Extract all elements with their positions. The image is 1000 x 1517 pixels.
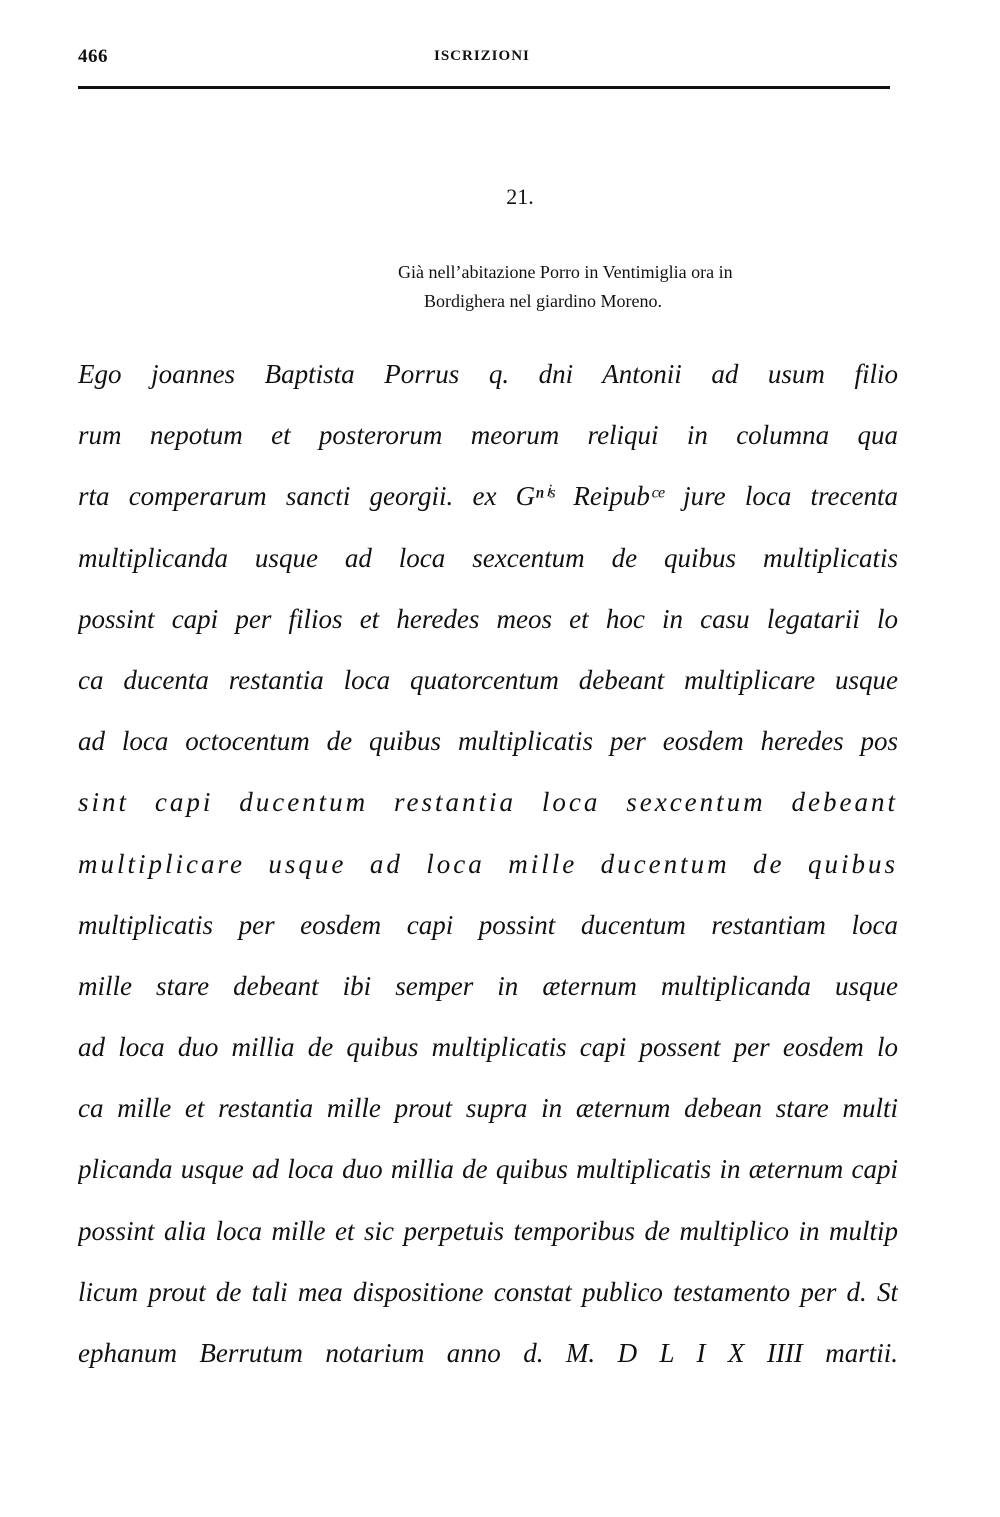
inscription-line: ephanum Berrutum notarium anno d. M. D L I X IIII martii. — [78, 1338, 898, 1368]
inscription-line: multiplicatis per eosdem capi possint ducentum restantiam loca — [78, 909, 898, 940]
page-number: 466 — [78, 46, 108, 67]
inscription-number: 21. — [506, 184, 534, 209]
inscription-line: sint capi ducentum restantia loca sexcentum debeant — [78, 787, 898, 818]
inscription-line: multiplicanda usque ad loca sexcentum de quibus multiplicatis — [78, 542, 898, 573]
provenance-line: Già nell’abitazione Porro in Ventimiglia ora in — [398, 262, 733, 282]
inscription-text — [78, 344, 898, 1384]
provenance-note — [398, 258, 898, 316]
inscription-line: plicanda usque ad loca duo millia de quibus multiplicatis in æternum capi — [78, 1154, 898, 1185]
inscription-line: licum prout de tali mea dispositione constat publico testamento per d. St — [78, 1276, 898, 1307]
provenance-line: Bordighera nel giardino Moreno. — [424, 291, 662, 311]
inscription-line: ad loca duo millia de quibus multiplicatis capi possent per eosdem lo — [78, 1032, 898, 1063]
inscription-line: ca ducenta restantia loca quatorcentum debeant multiplicare usque — [78, 664, 898, 695]
running-head: ISCRIZIONI — [434, 48, 530, 64]
inscription-line: ad loca octocentum de quibus multiplicatis per eosdem heredes pos — [78, 726, 898, 757]
inscription-line: ca mille et restantia mille prout supra in æternum debean stare multi — [78, 1093, 898, 1124]
inscription-line: multiplicare usque ad loca mille ducentum de quibus — [78, 848, 898, 879]
inscription-line: rum nepotum et posterorum meorum reliqui in columna qua — [78, 420, 898, 451]
inscription-line: mille stare debeant ibi semper in æternum multiplicanda usque — [78, 970, 898, 1001]
inscription-line: possint alia loca mille et sic perpetuis temporibus de multiplico in multip — [78, 1215, 898, 1246]
inscription-line: rta comperarum sancti georgii. ex Gⁿⁱˢ Reipubᶜᵉ jure loca trecenta — [78, 481, 898, 512]
header-rule — [78, 86, 890, 89]
inscription-line: possint capi per filios et heredes meos et hoc in casu legatarii lo — [78, 603, 898, 634]
inscription-line: Ego joannes Baptista Porrus q. dni Antonii ad usum filio — [78, 359, 898, 389]
page-header — [78, 46, 890, 76]
